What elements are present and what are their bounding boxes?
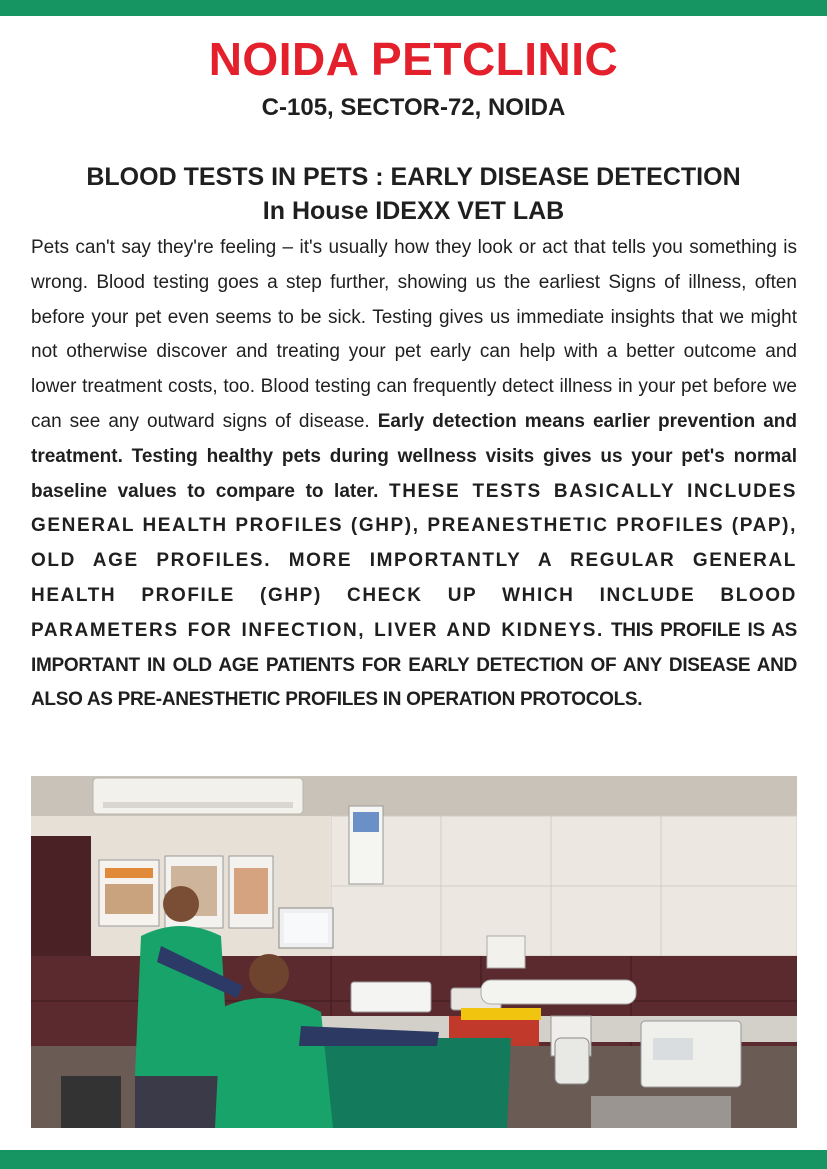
clinic-address: C-105, SECTOR-72, NOIDA (261, 94, 566, 121)
lab-photo (31, 776, 797, 1128)
lab-photo-illustration (31, 776, 797, 1128)
bottom-green-band (0, 1150, 827, 1169)
caps-text-block-1: THESE TESTS BASICALLY INCLUDES GENERAL HEALTH PROFILES (GHP), PREANESTHETIC PROFILES (PAP), OLD AGE PROFILES. MORE IMPORTANTLY A REGULAR GENERAL HEALTH PROFILE (GHP) CHECK UP WHICH INCLUDE BLOOD PARAMETERS FOR INFECTION, LIVER AND KIDNEYS. (31, 480, 797, 641)
caps-text-block-2: THIS PROFILE IS AS IMPORTANT IN OLD AGE PATIENTS FOR EARLY DETECTION OF ANY DISEASE AND ALSO AS PRE-ANESTHETIC PROFILES IN OPERATION PROTOCOLS. (31, 619, 798, 711)
heading-line-2: In House IDEXX VET LAB (262, 197, 565, 225)
top-green-band (0, 0, 827, 16)
intro-text: Pets can't say they're feeling – it's usually how they look or act that tells you something is wrong. Blood testing goes a step further, showing us the earliest Signs of illness, often before your pet even seems to be sick. Testing gives us immediate insights that we might not otherwise discover and treating your pet early can help with a better outcome and lower treatment costs, too. Blood testing can frequently detect illness in your pet before we can see any outward signs of disease. (31, 237, 797, 432)
bold-text: Early detection means earlier prevention and treatment. Testing healthy pets during wellness visits gives us your pet's normal baseline values to compare to later. (31, 410, 797, 502)
clinic-name: NOIDA PETCLINIC (208, 33, 619, 85)
article-heading (0, 160, 827, 228)
article-body (31, 231, 797, 718)
heading-line-1: BLOOD TESTS IN PETS : EARLY DISEASE DETECTION (86, 163, 741, 191)
